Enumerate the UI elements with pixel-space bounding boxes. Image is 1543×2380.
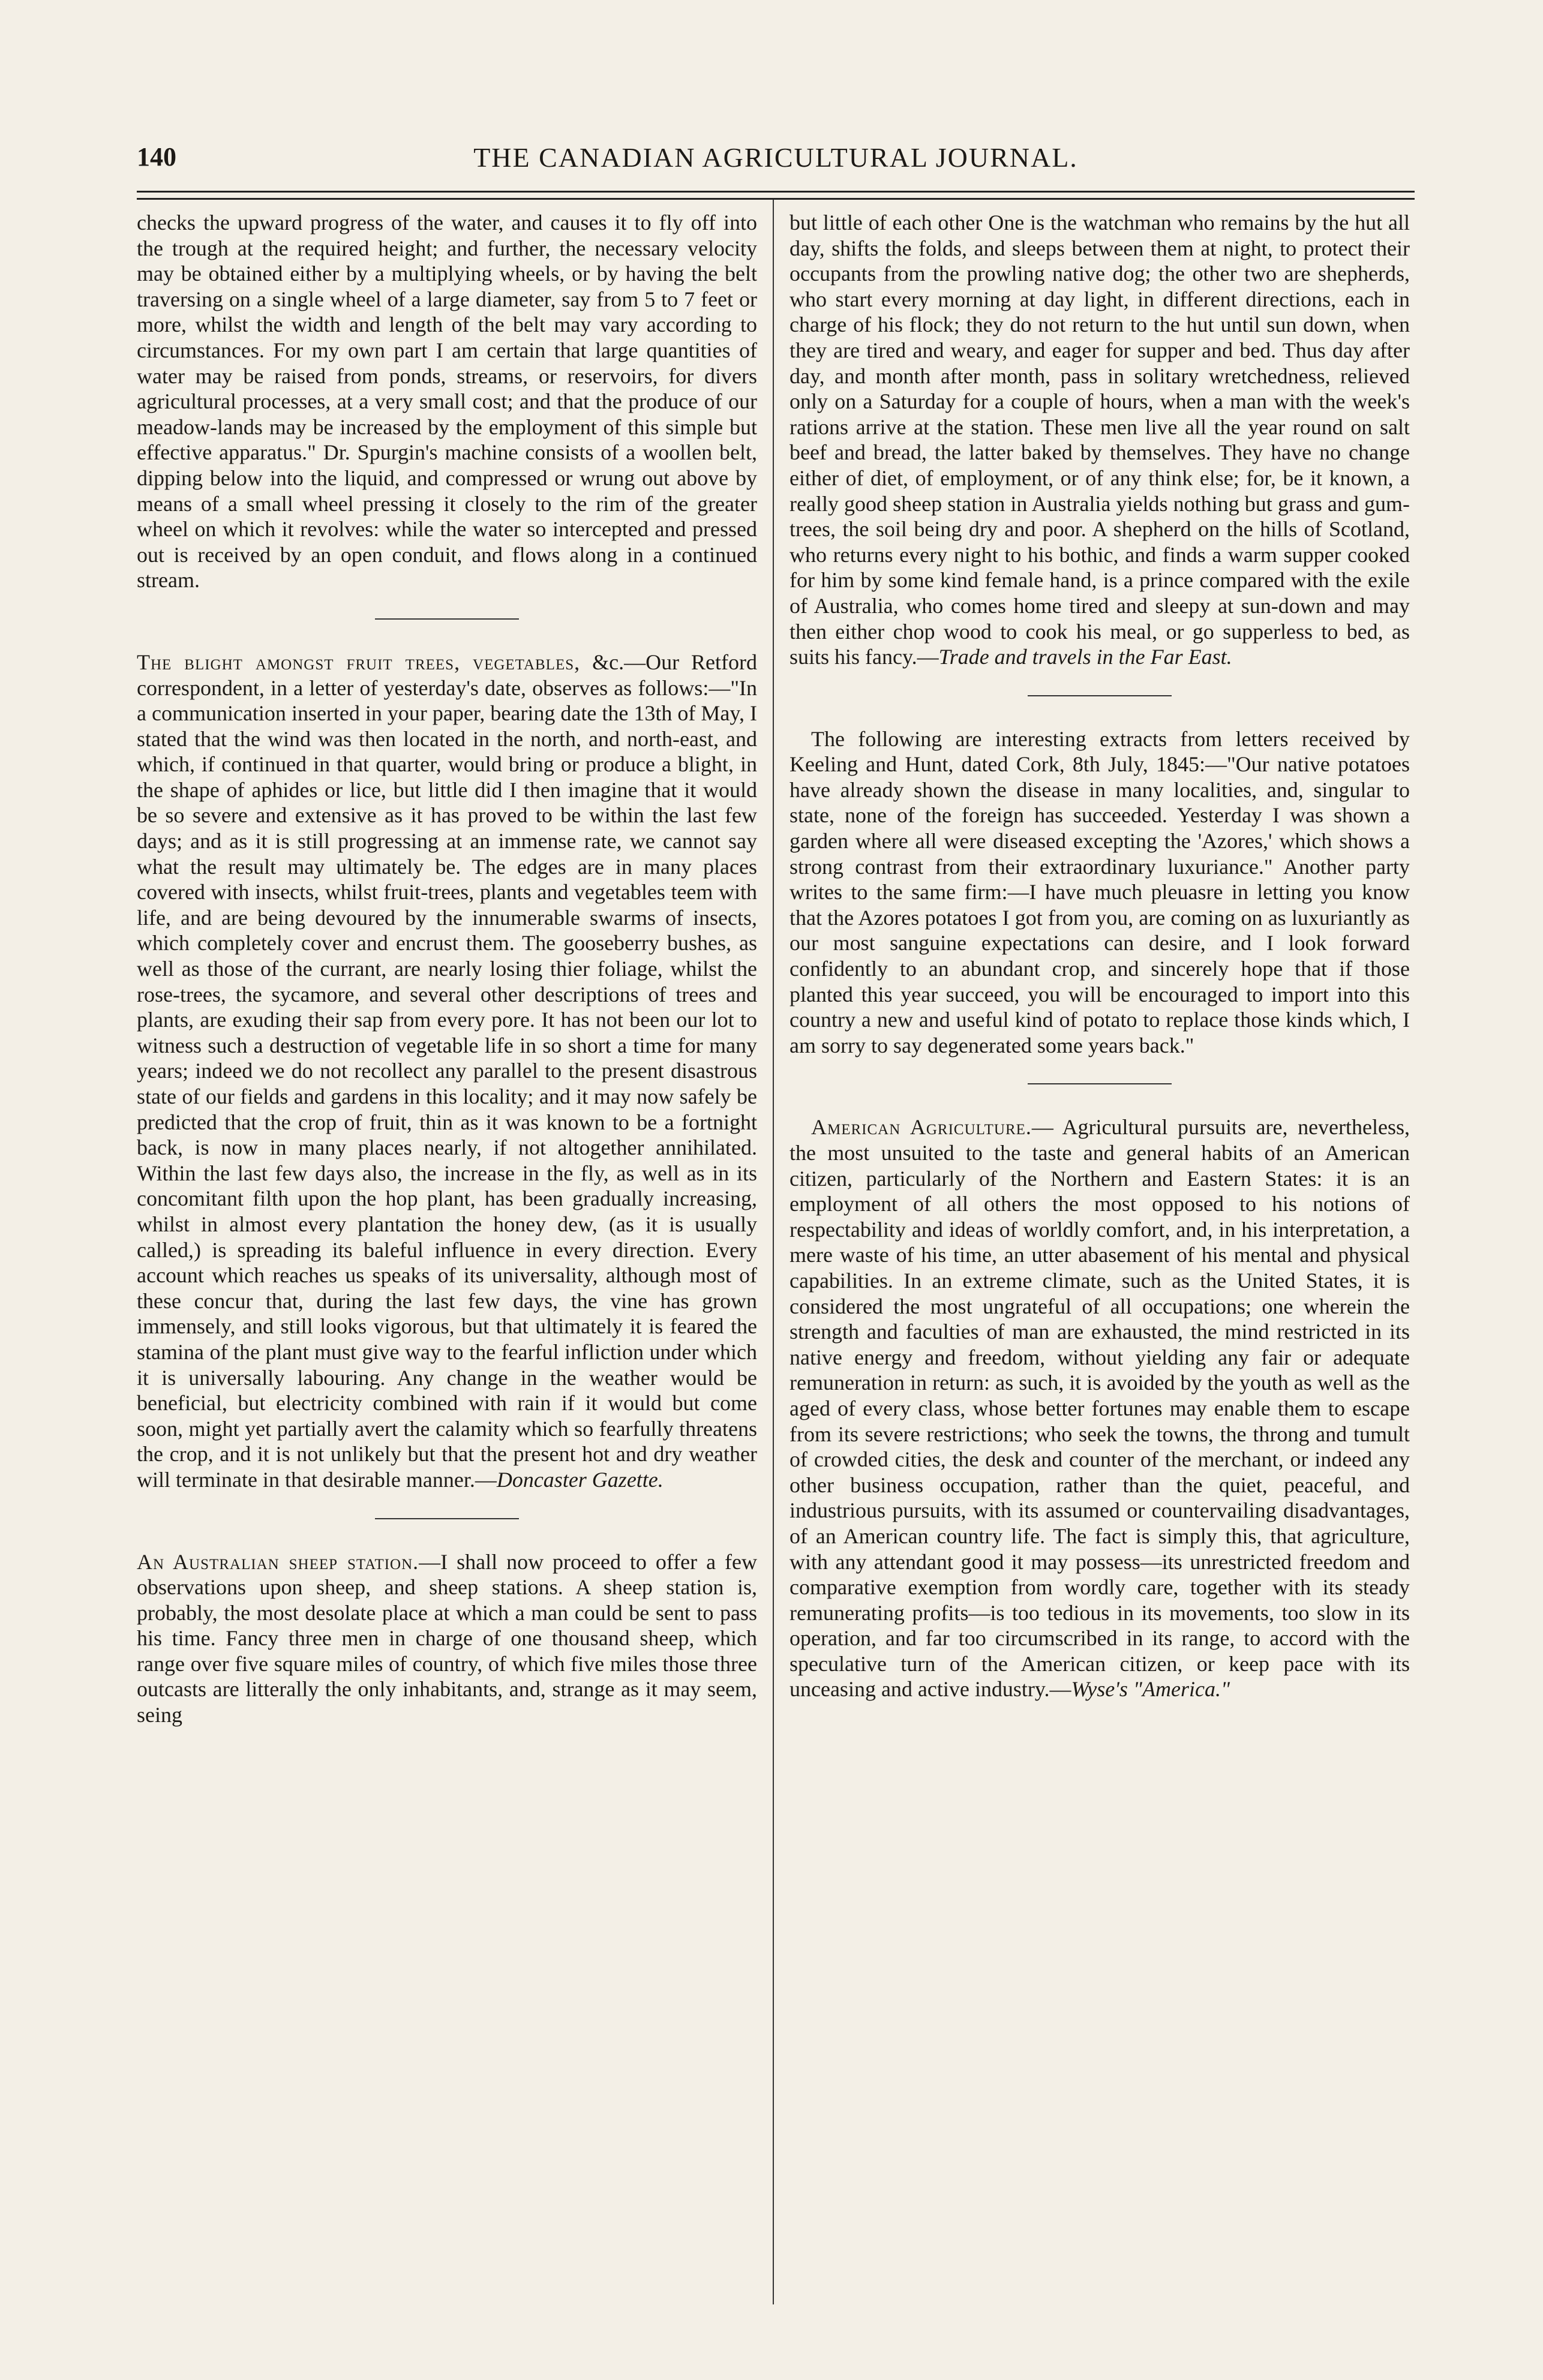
sheep-text: —I shall now proceed to offer a few observations upon sheep, and sheep stations. A sheep station is, probably, the most desolate place at which a man could be sent to pass his time. Fancy three men in charge of one thousand sheep, which range over five square miles of country, of which five miles those three outcasts are litterally the only inhabitants, and, strange as it may seem, seing [137,1549,757,1727]
right-column [789,210,1410,2309]
section-divider [375,618,519,620]
blight-heading: The blight amongst fruit trees, vegetables, [137,650,581,674]
sheep-heading: An Australian sheep station. [137,1549,419,1574]
american-heading: American Agriculture. [811,1115,1032,1140]
blight-text: &c.—Our Retford correspondent, in a letter of yesterday's date, observes as follows:—"In a communication inserted in your paper, bearing date the 13th of May, I stated that the wind was then located in the north, and north-east, and which, if continued in that quarter, would bring or produce a blight, in the shape of aphides or lice, but little did I then imagine that it would be so severe and extensive as it has proved to be within the last few days; and as it is still progressing at an immense rate, we cannot say what the result may ultimately be. The edges are in many places covered with insects, whilst fruit-trees, plants and vegetables teem with life, and are being devoured by the innumerable swarms of insects, which completely cover and encrust them. The gooseberry bushes, as well as those of the currant, are nearly losing thier foliage, whilst the rose-trees, the sycamore, and several other descriptions of trees and plants, are exuding their sap from every pore. It has not been our lot to witness such a destruction of vegetable life in so short a time for many years; indeed we do not recollect any parallel to the present disastrous state of our fields and gardens in this locality; and it may now safely be predicted that the crop of fruit, thin as it was known to be a fortnight back, is now in many places nearly, if not altogether annihilated. Within the last few days also, the increase in the fly, as well as in its concomitant filth upon the hop plant, has been gradually increasing, whilst in almost every plantation the honey dew, (as it is usually called,) is spreading its baleful influence in every direction. Every account which reaches us speaks of its universality, although most of these concur that, during the last few days, the vine has grown immensely, and still looks vigorous, but that ultimately it is feared the stamina of the plant must give way to the fearful infliction under which it is universally labouring. Any change in the weather would be beneficial, but electricity combined with rain if it would but come soon, might yet partially avert the calamity which so fearfully threatens the crop, and it is not unlikely but that the present hot and dry weather will terminate in that desirable manner.— [137,650,757,1492]
section-divider [1028,1083,1172,1084]
spurgin-machine-paragraph: checks the upward progress of the water, and causes it to fly off into the trough at the required height; and further, the necessary velocity may be obtained either by a multiplying wheels, or by having the belt traversing on a single wheel of a large diameter, say from 5 to 7 feet or more, whilst the width and length of the belt may vary according to circumstances. For my own part I am certain that large quantities of water may be raised from ponds, streams, or reservoirs, for divers agricultural processes, at a very small cost; and that the produce of our meadow-lands may be increased by the employment of this simple but effective apparatus." Dr. Spurgin's machine consists of a woollen belt, dipping below into the liquid, and compressed or wrung out above by means of a small wheel pressing it closely to the rim of the greater wheel on which it revolves: while the water so intercepted and pressed out is received by an open conduit, and flows along in a continued stream. [137,211,757,593]
sheep-source: Trade and travels in the Far East. [938,645,1232,669]
section-divider [1028,695,1172,696]
column-divider [773,199,774,2304]
sheep-continued-text: but little of each other One is the watchman who remains by the hut all day, shifts the folds, and sleeps between them at night, to protect their occupants from the prowling native dog; the other two are shepherds, who start every morning at day light, in different directions, each in charge of his flock; they do not return to the hut until sun down, when they are tired and weary, and eager for supper and bed. Thus day after day, and month after month, pass in solitary wretchedness, relieved only on a Saturday for a couple of hours, when a man with the week's rations arrive at the station. These men live all the year round on salt beef and bread, the latter baked by themselves. They have no change either of diet, of employment, or of any think else; for, be it known, a really good sheep station in Australia yields nothing but grass and gum-trees, the soil being dry and poor. A shepherd on the hills of Scotland, who returns every night to his bothic, and finds a warm supper cooked for him by some kind female hand, is a prince compared with the exile of Australia, who comes home tired and sleepy at sun-down and may then either chop wood to cook his meal, or go supperless to bed, as suits his fancy.— [789,211,1410,669]
american-source: Wyse's "America." [1071,1677,1230,1702]
blight-source: Doncaster Gazette. [496,1467,664,1492]
running-title: THE CANADIAN AGRICULTURAL JOURNAL. [473,142,1078,173]
blight-article [137,650,757,1493]
header-rule [137,191,1415,200]
page-header [137,142,1415,178]
american-agriculture-article [789,1114,1410,1702]
left-column [137,210,757,2309]
sheep-station-article [137,1549,757,1728]
american-text: — Agricultural pursuits are, nevertheless, the most unsuited to the taste and general habits of an American citizen, particularly of the Northern and Eastern States: it is an employment of all others the most opposed to his notions of respectability and ideas of worldly comfort, and, in his interpretation, a mere waste of his time, an utter abasement of his mental and physical capabilities. In an extreme climate, such as the United States, it is considered the most ungrateful of all occupations; one wherein the strength and faculties of man are exhausted, the mind restricted in its native energy and freedom, without yielding any fair or adequate remuneration in return: as such, it is avoided by the youth as well as the aged of every class, whose better fortunes may enable them to escape from its severe restrictions; who seek the towns, the throng and tumult of crowded cities, the desk and counter of the merchant, or indeed any other business occupation, rather than the quiet, peaceful, and industrious pursuits, with its assumed or countervailing disadvantages, of an American country life. The fact is simply this, that agriculture, with any attendant good it may possess—its unrestricted freedom and comparative exemption from wordly care, together with its steady remunerating profits—is too tedious in its movements, too slow in its operation, and far too circumscribed in its range, to accord with the speculative turn of the American citizen, or keep pace with its unceasing and active industry.— [789,1115,1410,1702]
page-number: 140 [137,142,176,172]
section-divider [375,1518,519,1519]
sheep-station-continued [789,210,1410,670]
potato-article: The following are interesting extracts from letters received by Keeling and Hunt, dated Cork, 8th July, 1845:—"Our native potatoes have already shown the disease in many localities, and, singular to state, none of the foreign has succeeded. Yesterday I was shown a garden where all were diseased excepting the 'Azores,' which shows a strong contrast from their extraordinary luxuriance." Another party writes to the same firm:—I have much pleuasre in letting you know that the Azores potatoes I got from you, are coming on as luxuriantly as our most sanguine expectations can desire, and I look forward confidently to an abundant crop, and sincerely hope that if those planted this year succeed, you will be encouraged to import into this country a new and useful kind of potato to replace those kinds which, I am sorry to say degenerated some years back." [789,726,1410,1057]
